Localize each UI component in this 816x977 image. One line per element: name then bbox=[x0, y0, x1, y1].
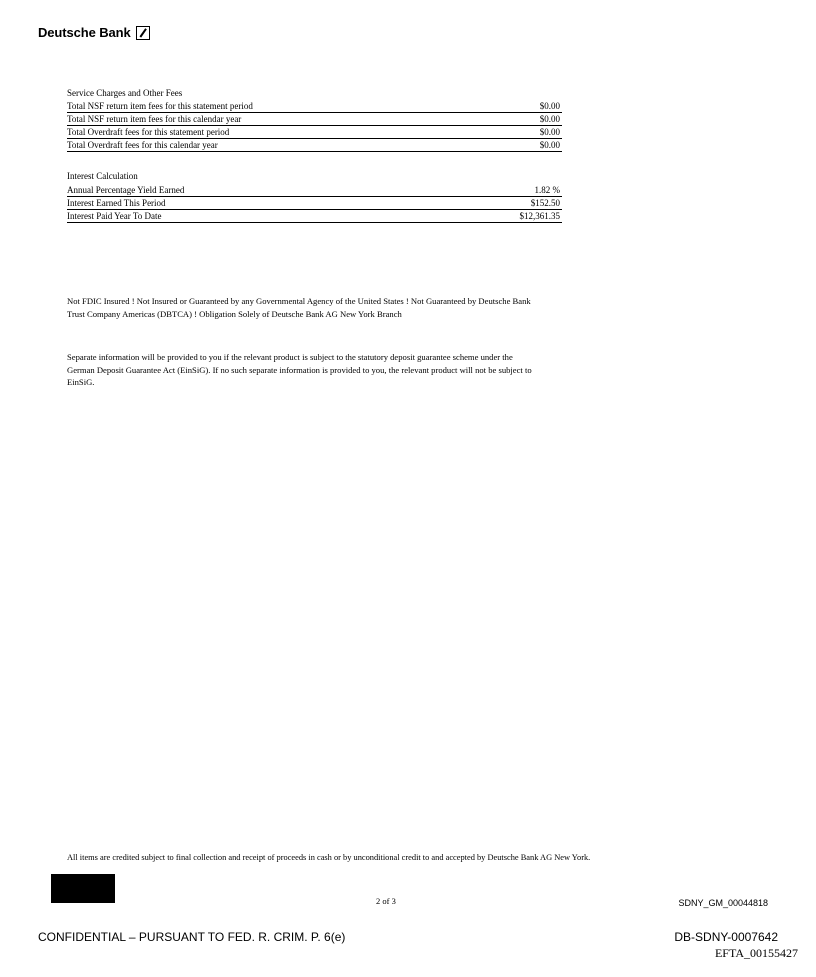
efta-number: EFTA_00155427 bbox=[714, 946, 798, 960]
interest-table bbox=[67, 184, 562, 223]
table-row bbox=[67, 210, 562, 223]
interest-calculation-title: Interest Calculation bbox=[67, 171, 138, 181]
bates-number-sdny: SDNY_GM_00044818 bbox=[678, 898, 768, 908]
row-label: Total NSF return item fees for this calendar year bbox=[67, 114, 242, 124]
collection-footnote: All items are credited subject to final collection and receipt of proceeds in cash or by unconditional credit to and accepted by Deutsche Bank AG New York. bbox=[67, 853, 591, 862]
row-label: Total NSF return item fees for this statement period bbox=[67, 101, 253, 111]
table-row bbox=[67, 113, 562, 126]
row-value: 1.82 % bbox=[534, 185, 560, 195]
row-value: $0.00 bbox=[539, 114, 560, 124]
row-value: $12,361.35 bbox=[519, 211, 560, 221]
bates-number-db: DB-SDNY-0007642 bbox=[674, 930, 778, 944]
row-value: $0.00 bbox=[539, 140, 560, 150]
row-label: Total Overdraft fees for this statement period bbox=[67, 127, 230, 137]
table-row bbox=[67, 197, 562, 210]
page-number: 2 of 3 bbox=[376, 896, 396, 906]
table-row bbox=[67, 100, 562, 113]
row-label: Interest Paid Year To Date bbox=[67, 211, 162, 221]
table-row bbox=[67, 126, 562, 139]
table-row bbox=[67, 184, 562, 197]
row-value: $0.00 bbox=[539, 127, 560, 137]
row-label: Interest Earned This Period bbox=[67, 198, 166, 208]
fdic-disclosure: Not FDIC Insured ! Not Insured or Guaranteed by any Governmental Agency of the United States ! Not Guaranteed by Deutsche Bank Trust Company Americas (DBTCA) ! Obligation Solely of Deutsche Bank AG New York Branch bbox=[67, 296, 531, 319]
row-value: $0.00 bbox=[539, 101, 560, 111]
row-value: $152.50 bbox=[530, 198, 560, 208]
redaction-box bbox=[51, 874, 115, 903]
deutsche-bank-logo-icon bbox=[136, 26, 150, 40]
service-charges-table bbox=[67, 100, 562, 152]
table-row bbox=[67, 139, 562, 152]
confidentiality-notice: CONFIDENTIAL – PURSUANT TO FED. R. CRIM. P. 6(e) bbox=[38, 930, 346, 944]
row-label: Annual Percentage Yield Earned bbox=[67, 185, 185, 195]
service-charges-title: Service Charges and Other Fees bbox=[67, 88, 183, 98]
bank-header bbox=[38, 25, 150, 40]
bank-name: Deutsche Bank bbox=[38, 25, 131, 40]
row-label: Total Overdraft fees for this calendar year bbox=[67, 140, 218, 150]
einsig-disclosure: Separate information will be provided to you if the relevant product is subject to the statutory deposit guarantee scheme under the German Deposit Guarantee Act (EinSiG). If no such separate information is provided to you, the relevant product will not be subject to EinSiG. bbox=[67, 352, 532, 388]
